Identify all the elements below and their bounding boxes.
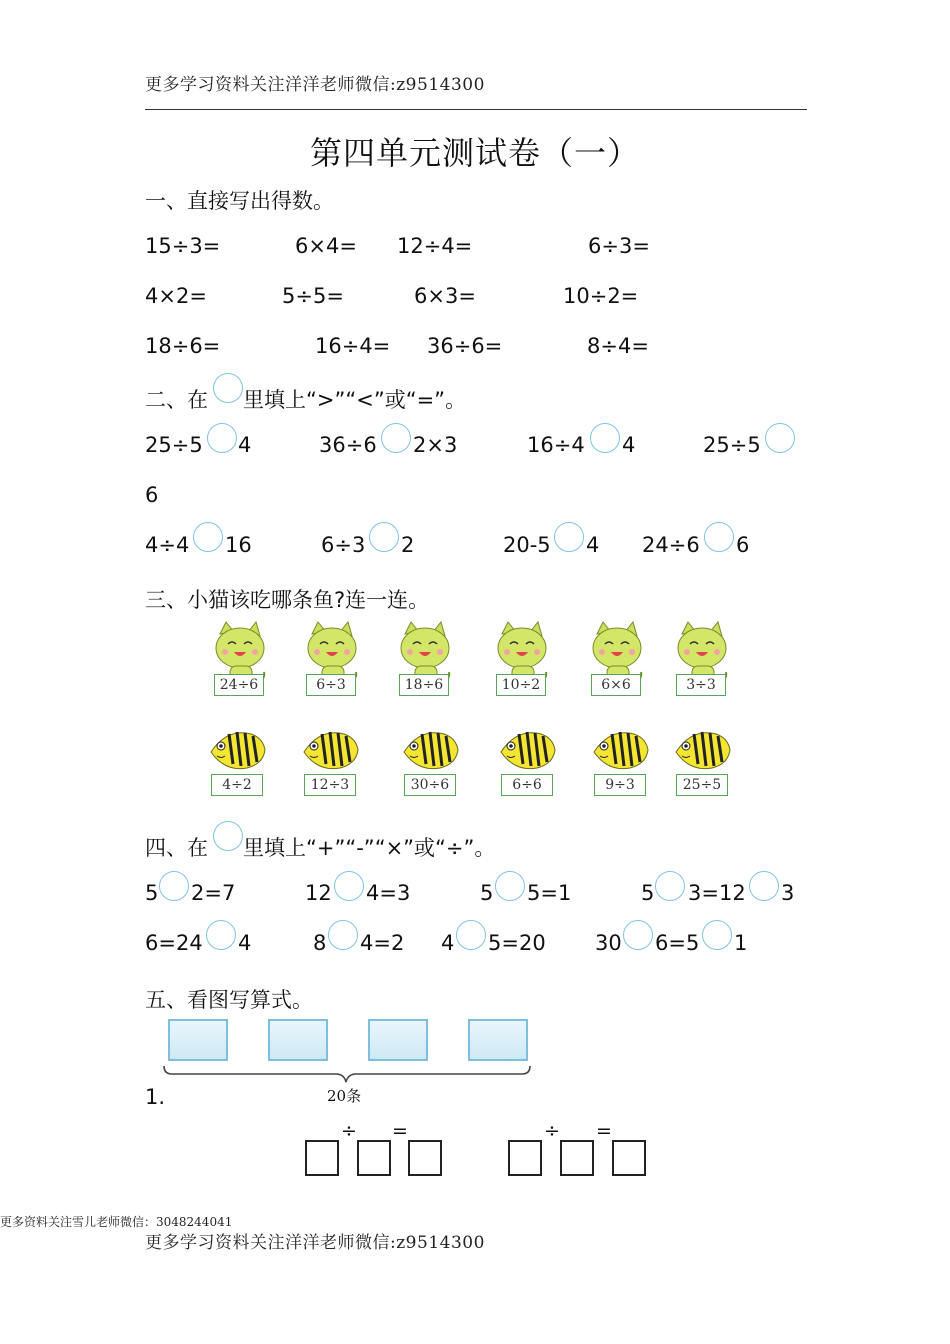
cat-label: 3÷3 [676, 674, 726, 696]
s2-r2-right-4: 6 [736, 533, 750, 557]
answer-circle[interactable] [369, 522, 399, 552]
fish-icon [400, 724, 464, 776]
answer-circle[interactable] [328, 920, 358, 950]
answer-circle[interactable] [765, 423, 795, 453]
fish-tank-image [368, 1019, 428, 1061]
s4-r1-t9: 3 [781, 881, 795, 905]
fish-tank-image [468, 1019, 528, 1061]
page-footer: 更多学习资料关注洋洋老师微信:z9514300 [145, 1233, 485, 1253]
section-2-heading-b: 里填上“>”“<”或“=”。 [243, 388, 467, 412]
answer-circle[interactable] [554, 522, 584, 552]
answer-circle[interactable] [159, 871, 189, 901]
answer-box[interactable] [357, 1140, 391, 1176]
section-4-heading-b: 里填上“+”“-”“×”或“÷”。 [243, 836, 496, 860]
equals-sign: = [596, 1120, 612, 1142]
answer-circle[interactable] [456, 920, 486, 950]
answer-circle[interactable] [193, 522, 223, 552]
cat-label: 18÷6 [399, 674, 449, 696]
section-1-heading: 一、直接写出得数。 [145, 189, 334, 213]
s2-r2-left-1: 4÷4 [145, 533, 190, 557]
s1-r2-c4: 10÷2= [563, 284, 639, 308]
fish-icon [590, 724, 654, 776]
cat-label: 6÷3 [306, 674, 356, 696]
s2-r1-left-1: 25÷5 [145, 433, 203, 457]
s2-r2-left-4: 24÷6 [642, 533, 700, 557]
fish-tank-image [168, 1019, 228, 1061]
s2-r1-wrap: 6 [145, 483, 159, 507]
fish-label: 9÷3 [594, 774, 646, 796]
s2-r1-left-4: 25÷5 [703, 433, 761, 457]
s1-r1-c2: 6×4= [295, 234, 357, 258]
fish-icon [497, 724, 561, 776]
s4-r2-t8: 6=5 [655, 931, 700, 955]
s4-r2-t7: 30 [595, 931, 622, 955]
answer-box[interactable] [305, 1140, 339, 1176]
cat-label: 6×6 [591, 674, 641, 696]
s1-r3-c1: 18÷6= [145, 334, 221, 358]
s4-r2-t9: 1 [734, 931, 748, 955]
s4-r1-t2: 2=7 [191, 881, 236, 905]
page-title: 第四单元测试卷（一） [309, 134, 640, 172]
answer-circle[interactable] [334, 871, 364, 901]
s4-r2-t2: 4 [238, 931, 252, 955]
answer-circle[interactable] [207, 423, 237, 453]
s4-r1-t3: 12 [305, 881, 332, 905]
page-header: 更多学习资料关注洋洋老师微信:z9514300 [145, 75, 485, 95]
answer-circle-icon [213, 821, 243, 851]
s4-r2-t5: 4 [441, 931, 455, 955]
fish-icon [672, 724, 736, 776]
section-4-heading-a: 四、在 [145, 836, 208, 860]
answer-circle[interactable] [590, 423, 620, 453]
divide-sign: ÷ [544, 1120, 560, 1142]
s4-r2-t4: 4=2 [360, 931, 405, 955]
answer-circle[interactable] [704, 522, 734, 552]
answer-circle[interactable] [495, 871, 525, 901]
brace-icon [160, 1064, 535, 1084]
s4-r1-t8: 3=12 [688, 881, 746, 905]
equals-sign: = [392, 1120, 408, 1142]
brace-label: 20条 [327, 1087, 362, 1105]
fish-icon [207, 724, 271, 776]
s2-r1-right-1: 4 [238, 433, 252, 457]
header-divider [145, 109, 807, 110]
section-5-heading: 五、看图写算式。 [145, 988, 313, 1012]
fish-icon [300, 724, 364, 776]
s1-r3-c2: 16÷4= [315, 334, 391, 358]
section-2-heading-a: 二、在 [145, 388, 208, 412]
s2-r2-right-1: 16 [225, 533, 252, 557]
s4-r1-t1: 5 [145, 881, 159, 905]
s2-r2-left-2: 6÷3 [321, 533, 366, 557]
fish-label: 30÷6 [404, 774, 456, 796]
answer-box[interactable] [560, 1140, 594, 1176]
s2-r2-left-3: 20-5 [503, 533, 551, 557]
s2-r2-right-2: 2 [401, 533, 415, 557]
footer-small-note: 更多资料关注雪儿老师微信：3048244041 [0, 1215, 233, 1229]
answer-circle-icon [213, 373, 243, 403]
s1-r1-c3: 12÷4= [397, 234, 473, 258]
s2-r1-right-3: 4 [622, 433, 636, 457]
answer-box[interactable] [612, 1140, 646, 1176]
s4-r1-t4: 4=3 [366, 881, 411, 905]
s1-r3-c3: 36÷6= [427, 334, 503, 358]
s2-r1-left-2: 36÷6 [319, 433, 377, 457]
s4-r1-t6: 5=1 [527, 881, 572, 905]
s1-r1-c1: 15÷3= [145, 234, 221, 258]
s4-r2-t1: 6=24 [145, 931, 203, 955]
s1-r2-c2: 5÷5= [282, 284, 344, 308]
fish-tank-image [268, 1019, 328, 1061]
answer-circle[interactable] [655, 871, 685, 901]
s2-r1-right-2: 2×3 [413, 433, 458, 457]
fish-label: 4÷2 [211, 774, 263, 796]
divide-sign: ÷ [341, 1120, 357, 1142]
question-number: 1. [145, 1085, 166, 1109]
s4-r2-t6: 5=20 [488, 931, 546, 955]
answer-box[interactable] [508, 1140, 542, 1176]
fish-label: 25÷5 [676, 774, 728, 796]
section-3-heading: 三、小猫该吃哪条鱼?连一连。 [145, 588, 430, 612]
answer-circle[interactable] [206, 920, 236, 950]
s2-r1-left-3: 16÷4 [527, 433, 585, 457]
s1-r3-c4: 8÷4= [587, 334, 649, 358]
s1-r1-c4: 6÷3= [588, 234, 650, 258]
s2-r2-right-3: 4 [586, 533, 600, 557]
s1-r2-c1: 4×2= [145, 284, 207, 308]
answer-circle[interactable] [623, 920, 653, 950]
s4-r2-t3: 8 [313, 931, 327, 955]
fish-label: 6÷6 [501, 774, 553, 796]
cat-label: 24÷6 [214, 674, 264, 696]
s4-r1-t7: 5 [641, 881, 655, 905]
answer-circle[interactable] [749, 871, 779, 901]
answer-circle[interactable] [381, 423, 411, 453]
fish-label: 12÷3 [304, 774, 356, 796]
s4-r1-t5: 5 [480, 881, 494, 905]
s1-r2-c3: 6×3= [414, 284, 476, 308]
answer-circle[interactable] [702, 920, 732, 950]
cat-label: 10÷2 [496, 674, 546, 696]
answer-box[interactable] [408, 1140, 442, 1176]
